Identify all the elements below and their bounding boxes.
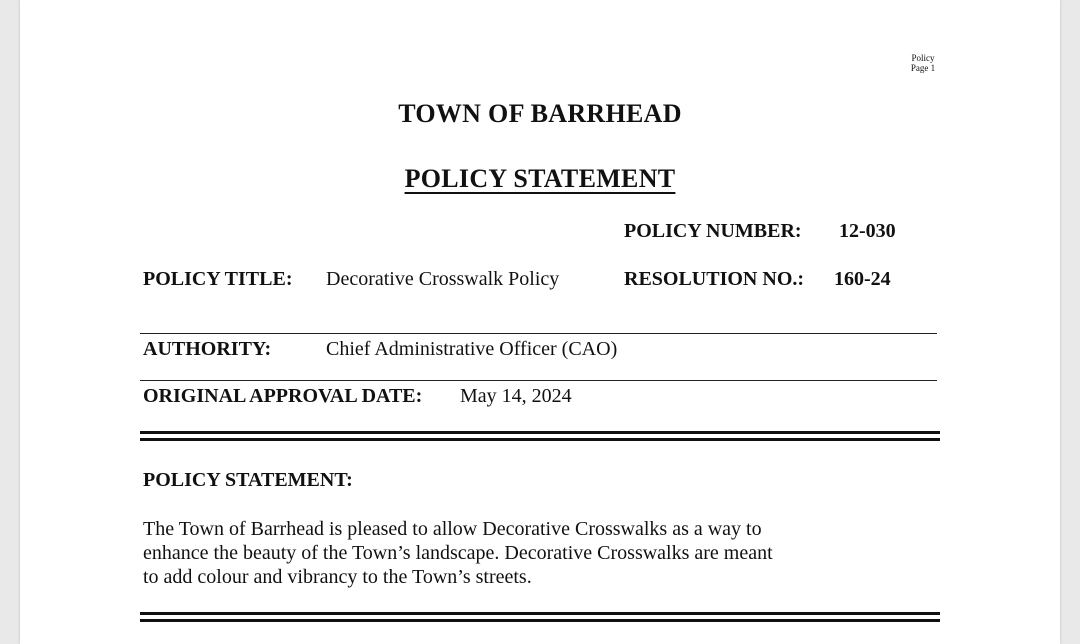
resolution-value: 160-24 xyxy=(834,268,891,290)
document-title xyxy=(20,164,1060,194)
double-rule-bottom xyxy=(140,438,940,441)
document-page xyxy=(20,0,1060,644)
statement-body xyxy=(143,517,943,589)
statement-line: The Town of Barrhead is pleased to allow Decorative Crosswalks as a way to xyxy=(143,518,762,540)
policy-title-label: POLICY TITLE: xyxy=(143,268,293,290)
authority-label: AUTHORITY: xyxy=(143,338,272,360)
page-label-number: Page 1 xyxy=(910,63,936,73)
resolution-label: RESOLUTION NO.: xyxy=(624,268,805,290)
divider-line xyxy=(140,333,937,334)
page-label xyxy=(908,53,938,73)
document-title-text: POLICY STATEMENT xyxy=(404,164,676,193)
approval-date-value: May 14, 2024 xyxy=(460,385,572,407)
double-rule-top xyxy=(140,431,940,434)
double-rule-top xyxy=(140,612,940,615)
policy-number-label: POLICY NUMBER: xyxy=(624,220,802,242)
approval-date-label: ORIGINAL APPROVAL DATE: xyxy=(143,385,423,407)
policy-number-value: 12-030 xyxy=(839,220,896,242)
page-label-policy: Policy xyxy=(911,53,935,63)
authority-value: Chief Administrative Officer (CAO) xyxy=(326,338,618,360)
statement-heading: POLICY STATEMENT: xyxy=(143,469,353,491)
statement-line: to add colour and vibrancy to the Town’s streets. xyxy=(143,566,532,588)
policy-title-value: Decorative Crosswalk Policy xyxy=(326,268,560,290)
statement-line: enhance the beauty of the Town’s landscape. Decorative Crosswalks are meant xyxy=(143,542,773,564)
town-name: TOWN OF BARRHEAD xyxy=(398,99,682,128)
double-rule-bottom xyxy=(140,619,940,622)
divider-line xyxy=(140,380,937,381)
